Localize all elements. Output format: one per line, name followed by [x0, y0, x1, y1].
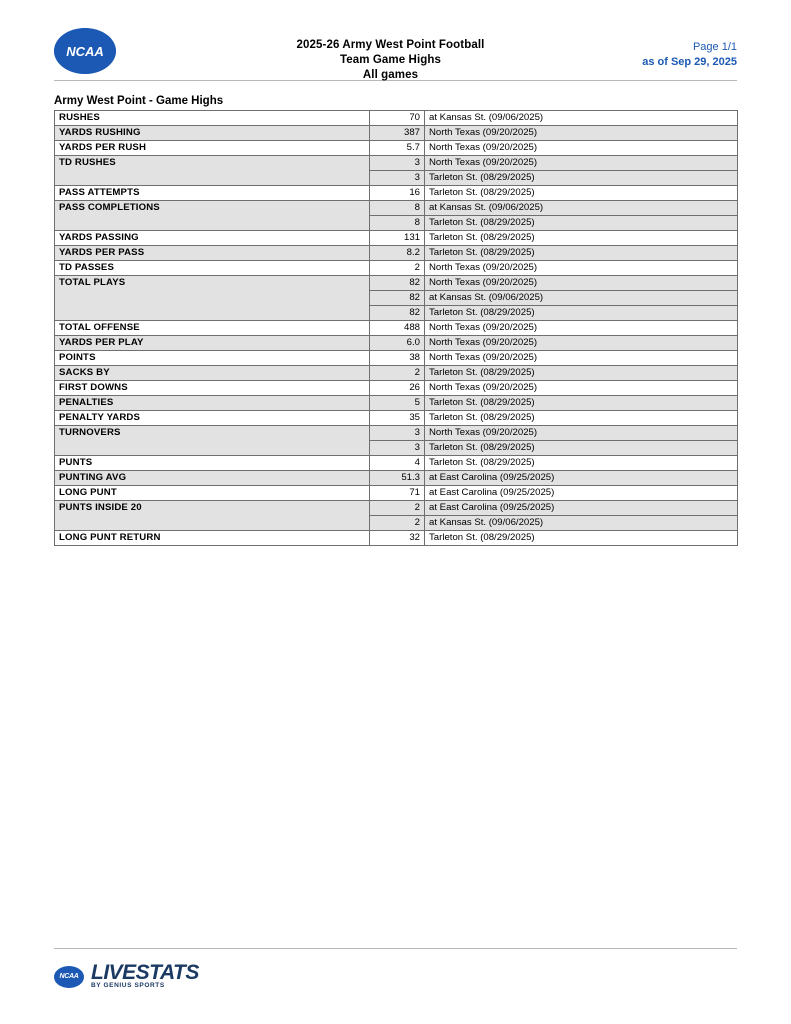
stat-value: 488: [370, 321, 425, 336]
stat-opponent: North Texas (09/20/2025): [425, 141, 738, 156]
stat-label: PUNTS INSIDE 20: [55, 501, 370, 531]
stat-value: 3: [370, 426, 425, 441]
stat-label: PUNTS: [55, 456, 370, 471]
stat-opponent: North Texas (09/20/2025): [425, 321, 738, 336]
livestats-subbrand: BY GENIUS SPORTS: [91, 982, 165, 989]
stat-value: 51.3: [370, 471, 425, 486]
stat-opponent: Tarleton St. (08/29/2025): [425, 231, 738, 246]
table-row: [55, 321, 738, 336]
stat-opponent: Tarleton St. (08/29/2025): [425, 531, 738, 546]
stat-label: YARDS RUSHING: [55, 126, 370, 141]
stat-label: LONG PUNT: [55, 486, 370, 501]
stat-label: TURNOVERS: [55, 426, 370, 456]
table-row: [55, 486, 738, 501]
document-meta-block: [587, 26, 737, 70]
stat-label: TOTAL OFFENSE: [55, 321, 370, 336]
stat-label: SACKS BY: [55, 366, 370, 381]
stat-label: RUSHES: [55, 111, 370, 126]
table-row: [55, 156, 738, 171]
stat-opponent: North Texas (09/20/2025): [425, 336, 738, 351]
table-row: [55, 531, 738, 546]
stat-opponent: North Texas (09/20/2025): [425, 261, 738, 276]
stat-opponent: Tarleton St. (08/29/2025): [425, 456, 738, 471]
ncaa-badge-text: NCAA: [59, 973, 79, 980]
table-row: [55, 111, 738, 126]
table-row: [55, 456, 738, 471]
stat-opponent: North Texas (09/20/2025): [425, 126, 738, 141]
table-row: [55, 381, 738, 396]
title-line-1: 2025-26 Army West Point Football: [296, 39, 485, 51]
section-title: Army West Point - Game Highs: [54, 95, 224, 107]
stat-value: 5: [370, 396, 425, 411]
stat-value: 3: [370, 441, 425, 456]
stat-opponent: Tarleton St. (08/29/2025): [425, 306, 738, 321]
table-row: [55, 246, 738, 261]
document-title-block: [194, 26, 587, 83]
livestats-wordmark: [91, 963, 199, 990]
stat-value: 8.2: [370, 246, 425, 261]
ncaa-badge-icon: [54, 966, 84, 988]
stat-value: 2: [370, 501, 425, 516]
as-of-date-label: as of Sep 29, 2025: [642, 56, 737, 68]
stat-opponent: Tarleton St. (08/29/2025): [425, 186, 738, 201]
document-content: [0, 81, 791, 546]
stat-value: 71: [370, 486, 425, 501]
stat-value: 3: [370, 171, 425, 186]
stat-opponent: North Texas (09/20/2025): [425, 156, 738, 171]
table-row: [55, 351, 738, 366]
stat-opponent: Tarleton St. (08/29/2025): [425, 171, 738, 186]
stat-opponent: North Texas (09/20/2025): [425, 426, 738, 441]
table-row: [55, 411, 738, 426]
stat-label: YARDS PER PLAY: [55, 336, 370, 351]
page-number-label: Page 1/1: [692, 41, 737, 53]
stat-opponent: Tarleton St. (08/29/2025): [425, 396, 738, 411]
stat-label: FIRST DOWNS: [55, 381, 370, 396]
stat-value: 387: [370, 126, 425, 141]
stat-label: YARDS PER PASS: [55, 246, 370, 261]
stat-opponent: at Kansas St. (09/06/2025): [425, 201, 738, 216]
table-row: [55, 336, 738, 351]
stat-opponent: North Texas (09/20/2025): [425, 351, 738, 366]
stat-opponent: Tarleton St. (08/29/2025): [425, 366, 738, 381]
stat-value: 2: [370, 261, 425, 276]
livestats-brand: LIVESTATS: [91, 961, 199, 984]
stat-opponent: at East Carolina (09/25/2025): [425, 501, 738, 516]
stat-value: 3: [370, 156, 425, 171]
stat-opponent: Tarleton St. (08/29/2025): [425, 411, 738, 426]
stat-value: 82: [370, 306, 425, 321]
table-row: [55, 201, 738, 216]
table-row: [55, 426, 738, 441]
footer-divider: [54, 948, 737, 949]
stat-label: PASS COMPLETIONS: [55, 201, 370, 231]
ncaa-logo-icon: [54, 28, 116, 74]
stat-label: TD RUSHES: [55, 156, 370, 186]
stat-label: TOTAL PLAYS: [55, 276, 370, 321]
stat-opponent: at Kansas St. (09/06/2025): [425, 516, 738, 531]
stat-value: 82: [370, 291, 425, 306]
table-row: [55, 396, 738, 411]
stat-label: TD PASSES: [55, 261, 370, 276]
stat-value: 6.0: [370, 336, 425, 351]
stat-opponent: Tarleton St. (08/29/2025): [425, 441, 738, 456]
stat-opponent: at Kansas St. (09/06/2025): [425, 111, 738, 126]
table-row: [55, 186, 738, 201]
table-row: [55, 231, 738, 246]
stat-opponent: at Kansas St. (09/06/2025): [425, 291, 738, 306]
stat-value: 5.7: [370, 141, 425, 156]
stat-value: 35: [370, 411, 425, 426]
stat-label: PASS ATTEMPTS: [55, 186, 370, 201]
stat-label: PENALTIES: [55, 396, 370, 411]
stat-value: 26: [370, 381, 425, 396]
stat-value: 4: [370, 456, 425, 471]
livestats-logo: [54, 963, 737, 1024]
stat-value: 16: [370, 186, 425, 201]
table-row: [55, 471, 738, 486]
stat-opponent: North Texas (09/20/2025): [425, 276, 738, 291]
stat-value: 38: [370, 351, 425, 366]
svg-text:NCAA: NCAA: [66, 44, 104, 59]
stat-label: YARDS PER RUSH: [55, 141, 370, 156]
document-header: [0, 0, 791, 81]
stat-label: PENALTY YARDS: [55, 411, 370, 426]
stat-label: LONG PUNT RETURN: [55, 531, 370, 546]
stat-value: 131: [370, 231, 425, 246]
title-line-2: Team Game Highs: [340, 54, 441, 66]
stat-opponent: Tarleton St. (08/29/2025): [425, 216, 738, 231]
stat-value: 82: [370, 276, 425, 291]
table-row: [55, 261, 738, 276]
stat-value: 2: [370, 516, 425, 531]
stat-label: POINTS: [55, 351, 370, 366]
stat-value: 2: [370, 366, 425, 381]
table-row: [55, 501, 738, 516]
game-highs-table: [54, 110, 738, 546]
ncaa-logo-container: [54, 26, 194, 74]
stat-opponent: Tarleton St. (08/29/2025): [425, 246, 738, 261]
table-row: [55, 276, 738, 291]
stat-label: PUNTING AVG: [55, 471, 370, 486]
stat-opponent: North Texas (09/20/2025): [425, 381, 738, 396]
stat-opponent: at East Carolina (09/25/2025): [425, 486, 738, 501]
table-row: [55, 141, 738, 156]
table-row: [55, 366, 738, 381]
stat-value: 32: [370, 531, 425, 546]
table-row: [55, 126, 738, 141]
stat-label: YARDS PASSING: [55, 231, 370, 246]
stat-value: 8: [370, 201, 425, 216]
document-footer: [0, 948, 791, 1024]
stat-opponent: at East Carolina (09/25/2025): [425, 471, 738, 486]
title-line-3: All games: [362, 69, 419, 81]
stat-value: 8: [370, 216, 425, 231]
stat-value: 70: [370, 111, 425, 126]
